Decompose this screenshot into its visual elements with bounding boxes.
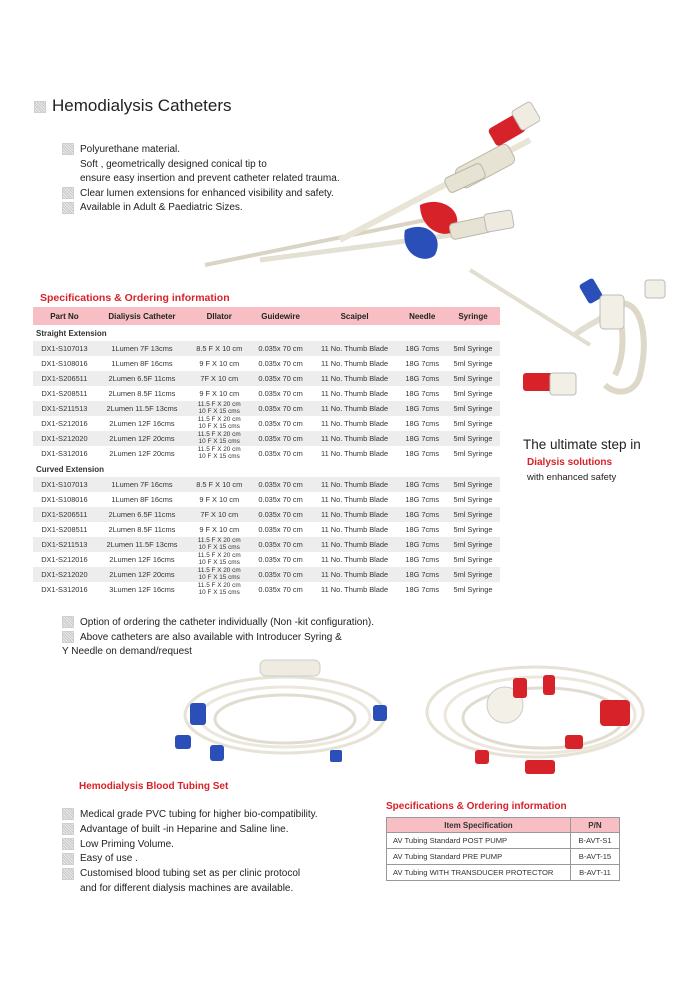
table-cell: 5ml Syringe	[453, 419, 493, 428]
table-cell: 18G 7cms	[398, 507, 446, 522]
table-cell: 11 No. Thumb Blade	[311, 431, 399, 446]
table-cell: 5ml Syringe	[453, 359, 493, 368]
col-header: Part No	[33, 307, 96, 325]
table-cell: DX1-S211513	[33, 537, 96, 552]
table-cell: 0.035x 70 cm	[250, 567, 310, 582]
table-cell: 9 F X 10 cm	[199, 389, 240, 398]
table-cell: 2Lumen 12F 20cms	[96, 431, 188, 446]
table-cell: 9 F X 10 cm	[199, 359, 240, 368]
table-cell: DX1-S206511	[33, 507, 96, 522]
col-header: Syringe	[446, 307, 500, 325]
table-cell: 0.035x 70 cm	[250, 401, 310, 416]
table-cell: 0.035x 70 cm	[250, 341, 310, 356]
table-cell: 1Lumen 7F 13cms	[96, 341, 188, 356]
dilator-size: 11.5 F X 20 cm	[197, 552, 241, 560]
table-cell: 18G 7cms	[398, 401, 446, 416]
table-cell: AV Tubing Standard POST PUMP	[387, 833, 571, 849]
feature-item: Low Priming Volume.	[62, 838, 318, 853]
table-cell: 11 No. Thumb Blade	[321, 525, 389, 534]
dilator-size: 11.5 F X 20 cm	[197, 401, 241, 409]
bullet-square-icon	[62, 868, 74, 880]
table-cell: 11 No. Thumb Blade	[321, 449, 389, 458]
table-cell: 18G 7cms	[405, 389, 440, 398]
dilator-size: 10 F X 15 cms	[198, 437, 240, 445]
table-cell: 5ml Syringe	[446, 537, 500, 552]
spec-heading-2: Specifications & Ordering information	[386, 801, 567, 812]
blood-tubing-red-image	[415, 650, 670, 790]
table-cell: 0.035x 70 cm	[258, 359, 303, 368]
feature-item: Polyurethane material.	[62, 143, 340, 158]
group-label: Straight Extension	[33, 325, 500, 341]
table-cell: DX1-S206511	[33, 371, 96, 386]
table-cell: 7F X 10 cm	[188, 507, 250, 522]
feature-item: Soft , geometrically designed conical tip to	[80, 158, 267, 170]
table-cell	[188, 552, 250, 567]
table-cell: 11 No. Thumb Blade	[321, 419, 389, 428]
bullet-square-icon	[34, 101, 46, 113]
table-cell: 11 No. Thumb Blade	[311, 341, 399, 356]
table-cell: 5ml Syringe	[453, 495, 493, 504]
feature-item: ensure easy insertion and prevent catheter related trauma.	[80, 173, 340, 185]
table-cell: 5ml Syringe	[446, 477, 500, 492]
table-cell: 2Lumen 11.5F 13cms	[96, 401, 188, 416]
col-header: Needle	[398, 307, 446, 325]
table-cell: 0.035x 70 cm	[258, 419, 303, 428]
dilator-size: 11.5 F X 20 cm	[197, 567, 241, 575]
table-cell: DX1-S108016	[41, 495, 88, 504]
table-row	[33, 356, 500, 371]
spec-heading: Specifications & Ordering information	[40, 292, 230, 304]
feature-item: Available in Adult & Paediatric Sizes.	[62, 201, 340, 216]
group-label: Curved Extension	[33, 461, 500, 477]
blood-tubing-blue-image	[165, 655, 405, 775]
table-cell: 2Lumen 6.5F 11cms	[96, 507, 188, 522]
table-cell: DX1-S212016	[41, 555, 88, 564]
table-cell: 0.035x 70 cm	[258, 389, 303, 398]
table-cell: 0.035x 70 cm	[250, 371, 310, 386]
table-cell: 0.035x 70 cm	[258, 495, 303, 504]
table-cell: 11 No. Thumb Blade	[311, 507, 399, 522]
note-item: Above catheters are also available with Introducer Syring &	[62, 631, 374, 646]
catheter-spec-table-wrap	[33, 307, 500, 597]
table-cell: 18G 7cms	[405, 419, 440, 428]
table-cell: 8.5 F X 10 cm	[188, 341, 250, 356]
note-item: Y Needle on demand/request	[62, 646, 192, 657]
table-cell: 9 F X 10 cm	[199, 525, 240, 534]
table-cell: 5ml Syringe	[453, 585, 493, 594]
table-cell: 5ml Syringe	[446, 401, 500, 416]
table-row	[33, 386, 500, 401]
table-cell: 5ml Syringe	[446, 507, 500, 522]
table-cell: 11 No. Thumb Blade	[321, 495, 389, 504]
table-cell: DX1-S312016	[41, 449, 88, 458]
dilator-size: 11.5 F X 20 cm	[197, 582, 241, 590]
bullet-square-icon	[62, 143, 74, 155]
table-row	[33, 371, 500, 386]
col-header: Scaipel	[311, 307, 399, 325]
dilator-size: 10 F X 15 cms	[198, 452, 240, 460]
table-cell: 0.035x 70 cm	[250, 507, 310, 522]
bullet-square-icon	[62, 808, 74, 820]
table-header-row	[387, 818, 620, 833]
table-cell: 5ml Syringe	[453, 449, 493, 458]
dilator-size: 10 F X 15 cms	[198, 543, 240, 551]
bullet-square-icon	[62, 853, 74, 865]
table-cell: 2Lumen 12F 16cms	[109, 419, 175, 428]
dilator-size: 11.5 F X 20 cm	[197, 431, 241, 439]
bullet-square-icon	[62, 187, 74, 199]
table-cell: 2Lumen 12F 20cms	[96, 567, 188, 582]
dilator-size: 11.5 F X 20 cm	[197, 446, 241, 454]
table-cell: 5ml Syringe	[453, 389, 493, 398]
table-cell: 5ml Syringe	[446, 371, 500, 386]
table-row	[33, 537, 500, 552]
table-cell: DX1-S108016	[41, 359, 88, 368]
bullet-square-icon	[62, 838, 74, 850]
table-cell	[188, 416, 250, 431]
table-cell: B-AVT-S1	[570, 833, 619, 849]
feature-item: Clear lumen extensions for enhanced visibility and safety.	[62, 187, 340, 202]
table-row	[33, 582, 500, 597]
page-title: Hemodialysis Catheters	[34, 96, 232, 116]
table-cell: 0.035x 70 cm	[250, 537, 310, 552]
table-cell	[188, 431, 250, 446]
col-header: Dialiysis Catheter	[96, 307, 188, 325]
table-cell	[188, 446, 250, 461]
table-cell: 0.035x 70 cm	[258, 585, 303, 594]
col-header: Dllator	[188, 307, 250, 325]
table-cell	[188, 567, 250, 582]
col-header: Item Specification	[387, 818, 571, 833]
table-cell: 2Lumen 6.5F 11cms	[96, 371, 188, 386]
group-row	[33, 461, 500, 477]
table-cell: 0.035x 70 cm	[250, 431, 310, 446]
table-cell: 0.035x 70 cm	[258, 449, 303, 458]
table-cell: 0.035x 70 cm	[250, 477, 310, 492]
feature-item: Easy of use .	[62, 852, 318, 867]
table-cell: DX1-S208511	[41, 389, 88, 398]
bullet-square-icon	[62, 616, 74, 628]
table-row	[33, 552, 500, 567]
feature-item: Medical grade PVC tubing for higher bio-compatibility.	[62, 808, 318, 823]
table-cell: 11 No. Thumb Blade	[321, 389, 389, 398]
table-cell: 0.035x 70 cm	[258, 525, 303, 534]
tagline-line1: The ultimate step in	[523, 437, 641, 452]
table-cell: 5ml Syringe	[453, 555, 493, 564]
bullet-square-icon	[62, 202, 74, 214]
curved-catheter-image	[465, 265, 675, 430]
feature-item: Advantage of built -in Heparine and Saline line.	[62, 823, 318, 838]
table-cell: 5ml Syringe	[446, 567, 500, 582]
table-cell: 2Lumen 11.5F 13cms	[96, 537, 188, 552]
table-cell: DX1-S107013	[33, 477, 96, 492]
table-cell: 18G 7cms	[398, 431, 446, 446]
table-cell: 1Lumen 8F 16cms	[111, 495, 173, 504]
catheter-image	[200, 100, 540, 280]
dilator-size: 10 F X 15 cms	[198, 407, 240, 415]
table-cell: DX1-S212020	[33, 567, 96, 582]
bullet-square-icon	[62, 631, 74, 643]
table-cell: 11 No. Thumb Blade	[321, 555, 389, 564]
table-cell: 5ml Syringe	[453, 525, 493, 534]
table-cell: 11 No. Thumb Blade	[311, 567, 399, 582]
table-cell: 2Lumen 12F 20cms	[109, 449, 175, 458]
table-row	[387, 833, 620, 849]
table-row	[33, 446, 500, 461]
table-cell	[188, 582, 250, 597]
table-cell: 18G 7cms	[398, 567, 446, 582]
dilator-size: 11.5 F X 20 cm	[197, 416, 241, 424]
table-cell: 18G 7cms	[398, 537, 446, 552]
dilator-size: 11.5 F X 20 cm	[197, 537, 241, 545]
table-cell: 18G 7cms	[405, 525, 440, 534]
table-cell: 11 No. Thumb Blade	[321, 585, 389, 594]
table-cell: 11 No. Thumb Blade	[311, 401, 399, 416]
table-cell: 0.035x 70 cm	[258, 555, 303, 564]
table-cell: 18G 7cms	[398, 341, 446, 356]
table-cell	[188, 401, 250, 416]
table-cell: 1Lumen 7F 16cms	[96, 477, 188, 492]
table-cell	[188, 537, 250, 552]
table-cell: 18G 7cms	[398, 477, 446, 492]
table-cell: DX1-S107013	[33, 341, 96, 356]
dilator-size: 10 F X 15 cms	[198, 422, 240, 430]
table-cell: 2Lumen 8.5F 11cms	[108, 525, 176, 534]
table-cell: 11 No. Thumb Blade	[311, 477, 399, 492]
tubing-spec-table	[386, 817, 620, 881]
table-row	[387, 849, 620, 865]
table-row	[33, 401, 500, 416]
dilator-size: 10 F X 15 cms	[198, 558, 240, 566]
tagline-line3: with enhanced safety	[527, 472, 617, 483]
bullet-square-icon	[62, 823, 74, 835]
table-cell: 5ml Syringe	[446, 341, 500, 356]
table-cell: 11 No. Thumb Blade	[321, 359, 389, 368]
col-header: P/N	[570, 818, 619, 833]
tubing-features	[62, 808, 318, 897]
note-item: Option of ordering the catheter individually (Non -kit configuration).	[62, 616, 374, 631]
table-cell: AV Tubing WITH TRANSDUCER PROTECTOR	[387, 865, 571, 881]
dilator-size: 10 F X 15 cms	[198, 573, 240, 581]
catheter-notes	[62, 616, 374, 660]
table-cell: 18G 7cms	[405, 495, 440, 504]
tagline-line2: Dialysis solutions	[527, 457, 613, 468]
table-header-row	[33, 307, 500, 325]
table-cell: B-AVT-15	[570, 849, 619, 865]
table-cell: DX1-S212020	[33, 431, 96, 446]
table-cell: DX1-S208511	[41, 525, 88, 534]
tubing-title: Hemodialysis Blood Tubing Set	[79, 781, 229, 792]
feature-item: and for different dialysis machines are available.	[80, 882, 294, 894]
table-cell: 18G 7cms	[405, 585, 440, 594]
table-cell: 11 No. Thumb Blade	[311, 537, 399, 552]
table-row	[33, 431, 500, 446]
table-cell: 18G 7cms	[405, 449, 440, 458]
table-cell: 18G 7cms	[398, 371, 446, 386]
table-cell: 1Lumen 8F 16cms	[111, 359, 173, 368]
catheter-spec-table	[33, 307, 500, 597]
table-cell: 7F X 10 cm	[188, 371, 250, 386]
table-cell: DX1-S312016	[41, 585, 88, 594]
table-row	[33, 507, 500, 522]
catheter-table-body	[33, 325, 500, 597]
table-row	[33, 416, 500, 431]
tubing-spec-table-wrap	[386, 817, 620, 881]
table-cell: DX1-S212016	[41, 419, 88, 428]
table-row	[33, 477, 500, 492]
table-row	[33, 492, 500, 507]
table-cell: 8.5 F X 10 cm	[188, 477, 250, 492]
col-header: Guidewire	[250, 307, 310, 325]
table-cell: B-AVT-11	[570, 865, 619, 881]
group-row	[33, 325, 500, 341]
table-row	[33, 567, 500, 582]
table-cell: 18G 7cms	[405, 359, 440, 368]
table-row	[33, 522, 500, 537]
table-row	[33, 341, 500, 356]
dilator-size: 10 F X 15 cms	[198, 588, 240, 596]
table-cell: 11 No. Thumb Blade	[311, 371, 399, 386]
table-cell: 2Lumen 12F 16cms	[109, 555, 175, 564]
table-cell: 18G 7cms	[405, 555, 440, 564]
table-cell: 3Lumen 12F 16cms	[109, 585, 175, 594]
table-cell: DX1-S211513	[33, 401, 96, 416]
table-cell: 2Lumen 8.5F 11cms	[108, 389, 176, 398]
table-cell: AV Tubing Standard PRE PUMP	[387, 849, 571, 865]
feature-item: Customised blood tubing set as per clinic protocol	[62, 867, 318, 882]
table-row	[387, 865, 620, 881]
table-cell: 5ml Syringe	[446, 431, 500, 446]
table-cell: 9 F X 10 cm	[199, 495, 240, 504]
